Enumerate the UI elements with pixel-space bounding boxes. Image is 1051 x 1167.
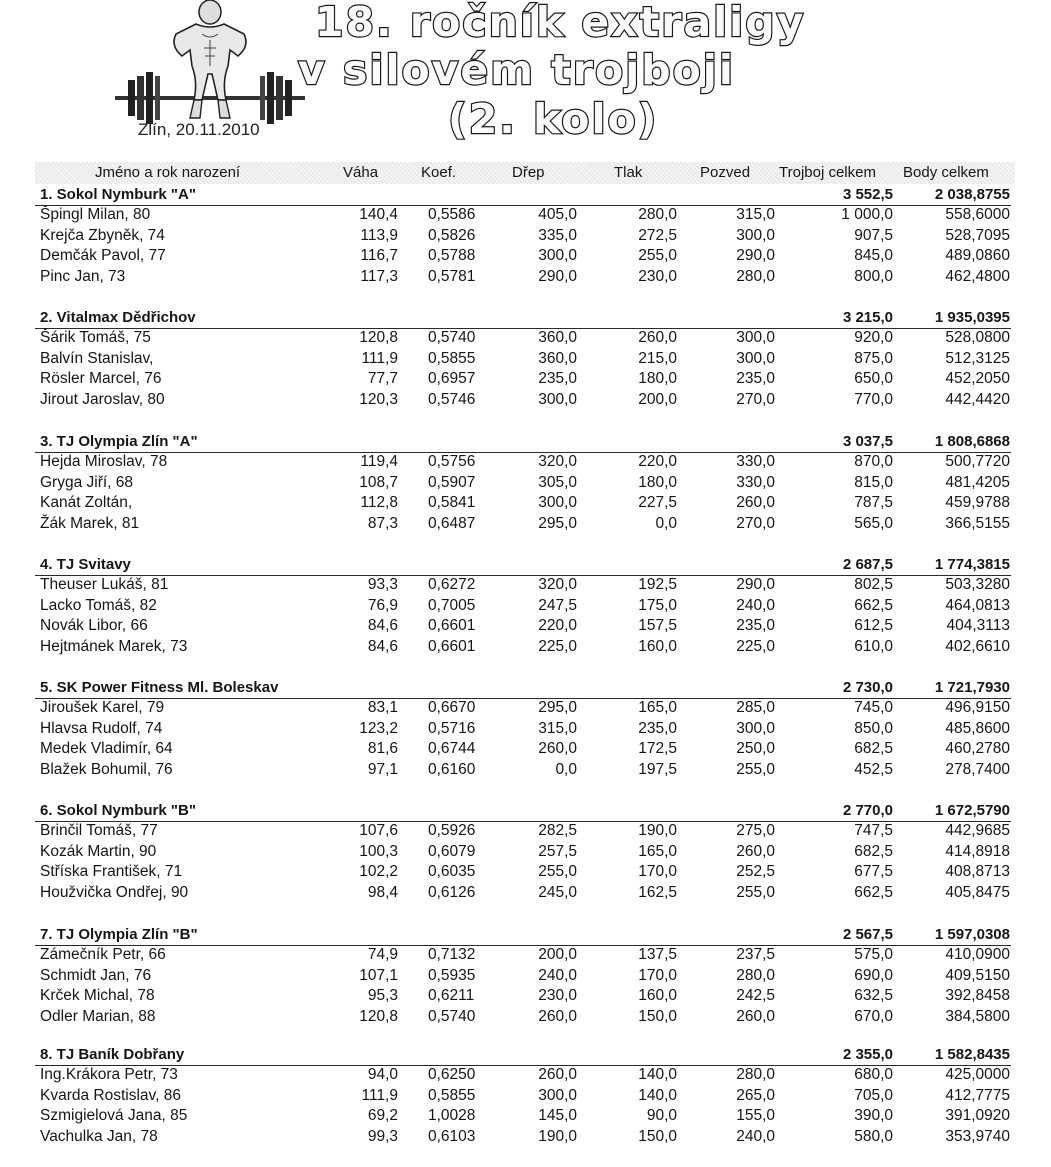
deadlift: 330,0: [736, 453, 775, 470]
points: 496,9150: [945, 699, 1010, 716]
points: 512,3125: [945, 349, 1010, 367]
team-total: 2 770,0: [842, 802, 893, 819]
column-header-name: Jméno a rok narození: [95, 164, 241, 181]
points: 528,7095: [945, 226, 1010, 244]
bench-press: 175,0: [638, 596, 677, 614]
coefficient: 0,5826: [428, 226, 476, 244]
deadlift: 290,0: [736, 576, 775, 593]
team-name: 6. Sokol Nymburk "B": [40, 802, 196, 819]
bench-press: 162,5: [638, 883, 677, 901]
coefficient: 0,6601: [428, 637, 476, 655]
team-name: 2. Vitalmax Dědřichov: [40, 309, 196, 326]
coefficient: 0,5841: [428, 494, 476, 512]
total: 875,0: [854, 349, 893, 367]
body-weight: 119,4: [360, 453, 398, 470]
coefficient: 0,5907: [428, 473, 476, 491]
coefficient: 0,5746: [428, 390, 476, 408]
athlete-name: Jirout Jaroslav, 80: [40, 390, 165, 408]
points: 459,9788: [945, 494, 1010, 512]
points: 410,0900: [945, 946, 1010, 963]
deadlift: 270,0: [736, 514, 775, 532]
total: 612,5: [854, 617, 893, 635]
athlete-name: Szmigielová Jana, 85: [40, 1107, 188, 1125]
squat: 257,5: [538, 842, 577, 860]
points: 452,2050: [945, 370, 1010, 388]
column-header-coef: Koef.: [421, 164, 457, 181]
bench-press: 140,0: [638, 1086, 677, 1104]
deadlift: 260,0: [736, 1007, 775, 1025]
points: 485,8600: [945, 719, 1010, 737]
bench-press: 255,0: [638, 247, 677, 265]
event-date: Zlín, 20.11.2010: [138, 120, 260, 139]
coefficient: 0,6103: [428, 1127, 476, 1145]
coefficient: 0,5740: [428, 1007, 476, 1025]
bench-press: 170,0: [638, 863, 677, 881]
total: 390,0: [854, 1107, 893, 1125]
squat: 295,0: [538, 514, 577, 532]
points: 384,5800: [945, 1007, 1010, 1025]
athlete-name: Theuser Lukáš, 81: [40, 576, 169, 593]
deadlift: 300,0: [736, 226, 775, 244]
points: 558,6000: [945, 206, 1010, 223]
deadlift: 255,0: [736, 760, 775, 778]
coefficient: 0,6126: [428, 883, 476, 901]
coefficient: 0,6957: [428, 370, 476, 388]
total: 1 000,0: [841, 206, 893, 223]
athlete-name: Pinc Jan, 73: [40, 267, 126, 285]
deadlift: 260,0: [736, 494, 775, 512]
bodybuilder-barbell-icon: [110, 0, 310, 125]
column-header-row: [35, 162, 1015, 184]
squat: 0,0: [555, 760, 577, 778]
deadlift: 330,0: [736, 473, 775, 491]
bench-press: 150,0: [638, 1007, 677, 1025]
deadlift: 260,0: [736, 842, 775, 860]
total: 452,5: [854, 760, 893, 778]
total: 610,0: [854, 637, 893, 655]
coefficient: 0,6744: [428, 740, 476, 758]
squat: 300,0: [538, 1086, 577, 1104]
column-header-weight: Váha: [343, 164, 379, 181]
body-weight: 123,2: [359, 719, 398, 737]
coefficient: 0,6211: [428, 987, 475, 1005]
squat: 300,0: [538, 494, 577, 512]
deadlift: 315,0: [736, 206, 775, 223]
coefficient: 1,0028: [428, 1107, 476, 1125]
bench-press: 90,0: [646, 1107, 677, 1125]
coefficient: 0,5788: [428, 247, 476, 265]
total: 682,5: [854, 740, 893, 758]
body-weight: 116,7: [360, 247, 398, 265]
points: 442,9685: [945, 822, 1010, 839]
coefficient: 0,6601: [428, 617, 476, 635]
bench-press: 215,0: [638, 349, 677, 367]
deadlift: 252,5: [736, 863, 775, 881]
body-weight: 77,7: [367, 370, 398, 388]
points: 500,7720: [945, 453, 1010, 470]
coefficient: 0,5855: [428, 1086, 476, 1104]
athlete-name: Rösler Marcel, 76: [40, 370, 162, 388]
coefficient: 0,6160: [428, 760, 476, 778]
squat: 405,0: [538, 206, 577, 223]
team-points: 1 597,0308: [934, 926, 1010, 943]
total: 800,0: [854, 267, 893, 285]
deadlift: 265,0: [736, 1086, 775, 1104]
athlete-name: Hejda Miroslav, 78: [40, 453, 168, 470]
points: 391,0920: [945, 1107, 1010, 1125]
squat: 360,0: [538, 349, 577, 367]
points: 402,6610: [945, 637, 1010, 655]
athlete-name: Vachulka Jan, 78: [40, 1127, 158, 1145]
bench-press: 192,5: [638, 576, 677, 593]
total: 907,5: [854, 226, 893, 244]
total: 747,5: [854, 822, 893, 839]
squat: 360,0: [538, 329, 577, 346]
body-weight: 140,4: [359, 206, 398, 223]
team-name: 4. TJ Svitavy: [40, 556, 131, 573]
points: 366,5155: [945, 514, 1010, 532]
total: 745,0: [854, 699, 893, 716]
title-line-2: v silovém trojboji: [298, 46, 735, 94]
coefficient: 0,5781: [428, 267, 476, 285]
bench-press: 160,0: [638, 987, 677, 1005]
bench-press: 235,0: [638, 719, 677, 737]
athlete-name: Houžvička Ondřej, 90: [40, 883, 189, 901]
body-weight: 84,6: [367, 637, 398, 655]
total: 575,0: [854, 946, 893, 963]
squat: 260,0: [538, 740, 577, 758]
total: 677,5: [854, 863, 893, 881]
points: 392,8458: [945, 987, 1010, 1005]
team-total: 2 730,0: [842, 679, 893, 696]
squat: 260,0: [538, 1066, 577, 1083]
points: 442,4420: [945, 390, 1010, 408]
team-total: 2 567,5: [842, 926, 893, 943]
team-points: 1 808,6868: [934, 433, 1010, 450]
body-weight: 107,1: [359, 966, 398, 984]
athlete-name: Krejča Zbyněk, 74: [40, 226, 165, 244]
bench-press: 157,5: [638, 617, 677, 635]
body-weight: 100,3: [359, 842, 398, 860]
total: 662,5: [854, 596, 893, 614]
coefficient: 0,5855: [428, 349, 476, 367]
points: 462,4800: [945, 267, 1010, 285]
squat: 220,0: [538, 617, 577, 635]
team-points: 1 582,8435: [934, 1046, 1010, 1063]
athlete-name: Hlavsa Rudolf, 74: [40, 719, 163, 737]
body-weight: 120,8: [359, 329, 398, 346]
team-name: 5. SK Power Fitness Ml. Boleskav: [40, 679, 279, 696]
bench-press: 137,5: [638, 946, 677, 963]
team-total: 3 037,5: [842, 433, 893, 450]
coefficient: 0,5586: [428, 206, 476, 223]
column-header-bench: Tlak: [614, 164, 643, 181]
total: 680,0: [854, 1066, 893, 1083]
deadlift: 280,0: [736, 267, 775, 285]
bench-press: 227,5: [638, 494, 677, 512]
squat: 305,0: [538, 473, 577, 491]
deadlift: 255,0: [736, 883, 775, 901]
points: 404,3113: [946, 617, 1010, 635]
bench-press: 220,0: [638, 453, 677, 470]
bench-press: 160,0: [638, 637, 677, 655]
deadlift: 240,0: [736, 596, 775, 614]
squat: 230,0: [538, 987, 577, 1005]
squat: 255,0: [538, 863, 577, 881]
total: 770,0: [854, 390, 893, 408]
squat: 295,0: [538, 699, 577, 716]
bench-press: 197,5: [638, 760, 677, 778]
bench-press: 0,0: [655, 514, 677, 532]
deadlift: 270,0: [736, 390, 775, 408]
team-points: 1 721,7930: [934, 679, 1010, 696]
bench-press: 150,0: [638, 1127, 677, 1145]
bench-press: 180,0: [638, 370, 677, 388]
body-weight: 98,4: [367, 883, 398, 901]
total: 565,0: [854, 514, 893, 532]
title-line-1: 18. ročník extraligy: [315, 0, 806, 46]
column-header-deadlift: Pozved: [700, 164, 751, 181]
column-header-points: Body celkem: [903, 164, 989, 181]
athlete-name: Schmidt Jan, 76: [40, 966, 152, 984]
squat: 247,5: [538, 596, 577, 614]
athlete-name: Blažek Bohumil, 76: [40, 760, 173, 778]
body-weight: 95,3: [367, 987, 398, 1005]
team-name: 3. TJ Olympia Zlín "A": [40, 433, 198, 450]
body-weight: 113,9: [360, 226, 398, 244]
coefficient: 0,6035: [428, 863, 476, 881]
body-weight: 111,9: [361, 349, 398, 367]
points: 460,2780: [945, 740, 1010, 758]
total: 815,0: [854, 473, 893, 491]
athlete-name: Ing.Krákora Petr, 73: [40, 1066, 178, 1083]
athlete-name: Gryga Jiří, 68: [40, 473, 134, 491]
deadlift: 240,0: [736, 1127, 775, 1145]
team-points: 1 774,3815: [934, 556, 1010, 573]
body-weight: 112,8: [360, 494, 398, 512]
coefficient: 0,6079: [428, 842, 476, 860]
coefficient: 0,6487: [428, 514, 476, 532]
deadlift: 155,0: [736, 1107, 775, 1125]
team-name: 8. TJ Baník Dobřany: [40, 1046, 185, 1063]
bench-press: 200,0: [638, 390, 677, 408]
athlete-name: Brinčil Tomáš, 77: [40, 822, 158, 839]
athlete-name: Zámečník Petr, 66: [40, 946, 166, 963]
athlete-name: Demčák Pavol, 77: [40, 247, 166, 265]
team-total: 2 687,5: [842, 556, 893, 573]
deadlift: 285,0: [736, 699, 775, 716]
body-weight: 81,6: [367, 740, 398, 758]
total: 670,0: [854, 1007, 893, 1025]
coefficient: 0,5716: [428, 719, 476, 737]
deadlift: 237,5: [736, 946, 775, 963]
bench-press: 172,5: [638, 740, 677, 758]
bench-press: 140,0: [638, 1066, 677, 1083]
title-line-3: (2. kolo): [448, 95, 659, 143]
athlete-name: Kanát Zoltán,: [40, 494, 133, 512]
points: 409,5150: [945, 966, 1010, 984]
squat: 190,0: [538, 1127, 577, 1145]
athlete-name: Žák Marek, 81: [40, 514, 140, 532]
total: 920,0: [854, 329, 893, 346]
body-weight: 84,6: [367, 617, 398, 635]
points: 353,9740: [945, 1127, 1010, 1145]
team-name: 1. Sokol Nymburk "A": [40, 186, 196, 203]
coefficient: 0,6272: [428, 576, 476, 593]
body-weight: 111,9: [361, 1086, 398, 1104]
points: 503,3280: [945, 576, 1010, 593]
athlete-name: Odler Marian, 88: [40, 1007, 156, 1025]
bench-press: 230,0: [638, 267, 677, 285]
total: 580,0: [854, 1127, 893, 1145]
squat: 225,0: [538, 637, 577, 655]
team-total: 2 355,0: [842, 1046, 893, 1063]
bench-press: 190,0: [638, 822, 677, 839]
coefficient: 0,5756: [428, 453, 476, 470]
athlete-name: Stříska František, 71: [40, 863, 183, 881]
deadlift: 250,0: [736, 740, 775, 758]
points: 414,8918: [945, 842, 1010, 860]
deadlift: 290,0: [736, 247, 775, 265]
coefficient: 0,5740: [428, 329, 476, 346]
squat: 260,0: [538, 1007, 577, 1025]
total: 787,5: [854, 494, 893, 512]
team-points: 1 935,0395: [934, 309, 1010, 326]
points: 464,0813: [945, 596, 1010, 614]
points: 528,0800: [945, 329, 1010, 346]
squat: 200,0: [538, 946, 577, 963]
squat: 290,0: [538, 267, 577, 285]
points: 412,7775: [945, 1086, 1010, 1104]
points: 489,0860: [945, 247, 1010, 265]
athlete-name: Hejtmánek Marek, 73: [40, 637, 188, 655]
body-weight: 83,1: [367, 699, 398, 716]
column-header-total: Trojboj celkem: [779, 164, 876, 181]
athlete-name: Novák Libor, 66: [40, 617, 148, 635]
body-weight: 120,8: [359, 1007, 398, 1025]
body-weight: 117,3: [360, 267, 398, 285]
body-weight: 93,3: [367, 576, 398, 593]
body-weight: 99,3: [367, 1127, 398, 1145]
total: 850,0: [854, 719, 893, 737]
squat: 240,0: [538, 966, 577, 984]
athlete-name: Kvarda Rostislav, 86: [40, 1086, 181, 1104]
coefficient: 0,5926: [428, 822, 476, 839]
points: 278,7400: [945, 760, 1010, 778]
athlete-name: Špingl Milan, 80: [40, 206, 151, 223]
deadlift: 225,0: [736, 637, 775, 655]
coefficient: 0,7005: [428, 596, 476, 614]
bench-press: 280,0: [638, 206, 677, 223]
body-weight: 120,3: [359, 390, 398, 408]
athlete-name: Medek Vladimír, 64: [40, 740, 173, 758]
body-weight: 69,2: [367, 1107, 398, 1125]
deadlift: 300,0: [736, 349, 775, 367]
coefficient: 0,5935: [428, 966, 476, 984]
team-points: 2 038,8755: [934, 186, 1010, 203]
total: 682,5: [854, 842, 893, 860]
total: 632,5: [854, 987, 893, 1005]
team-points: 1 672,5790: [934, 802, 1010, 819]
body-weight: 102,2: [359, 863, 398, 881]
bench-press: 180,0: [638, 473, 677, 491]
team-total: 3 552,5: [842, 186, 893, 203]
athlete-name: Jiroušek Karel, 79: [40, 699, 165, 716]
squat: 245,0: [538, 883, 577, 901]
total: 870,0: [854, 453, 893, 470]
total: 802,5: [854, 576, 893, 593]
bench-press: 165,0: [638, 842, 677, 860]
page-header: [0, 0, 1051, 150]
body-weight: 97,1: [367, 760, 398, 778]
athlete-name: Krček Michal, 78: [40, 987, 155, 1005]
team-total: 3 215,0: [842, 309, 893, 326]
bench-press: 170,0: [638, 966, 677, 984]
points: 408,8713: [945, 863, 1010, 881]
body-weight: 87,3: [367, 514, 398, 532]
coefficient: 0,6670: [428, 699, 476, 716]
athlete-name: Kozák Martin, 90: [40, 842, 157, 860]
deadlift: 235,0: [736, 617, 775, 635]
team-name: 7. TJ Olympia Zlín "B": [40, 926, 198, 943]
squat: 282,5: [538, 822, 577, 839]
bench-press: 165,0: [638, 699, 677, 716]
deadlift: 242,5: [736, 987, 775, 1005]
squat: 320,0: [538, 453, 577, 470]
body-weight: 94,0: [367, 1066, 398, 1083]
deadlift: 280,0: [736, 1066, 775, 1083]
coefficient: 0,6250: [428, 1066, 476, 1083]
points: 481,4205: [945, 473, 1010, 491]
squat: 300,0: [538, 390, 577, 408]
points: 425,0000: [945, 1066, 1010, 1083]
body-weight: 74,9: [367, 946, 398, 963]
coefficient: 0,7132: [428, 946, 476, 963]
deadlift: 275,0: [736, 822, 775, 839]
bench-press: 260,0: [638, 329, 677, 346]
squat: 335,0: [538, 226, 577, 244]
deadlift: 300,0: [736, 719, 775, 737]
deadlift: 280,0: [736, 966, 775, 984]
bench-press: 272,5: [638, 226, 677, 244]
squat: 320,0: [538, 576, 577, 593]
deadlift: 235,0: [736, 370, 775, 388]
athlete-name: Šárik Tomáš, 75: [40, 329, 151, 346]
squat: 235,0: [538, 370, 577, 388]
total: 650,0: [854, 370, 893, 388]
column-header-squat: Dřep: [512, 164, 545, 181]
athlete-name: Lacko Tomáš, 82: [40, 596, 157, 614]
total: 662,5: [854, 883, 893, 901]
body-weight: 108,7: [359, 473, 398, 491]
squat: 300,0: [538, 247, 577, 265]
points: 405,8475: [945, 883, 1010, 901]
total: 690,0: [854, 966, 893, 984]
body-weight: 76,9: [367, 596, 398, 614]
squat: 315,0: [538, 719, 577, 737]
total: 705,0: [854, 1086, 893, 1104]
body-weight: 107,6: [359, 822, 398, 839]
deadlift: 300,0: [736, 329, 775, 346]
athlete-name: Balvín Stanislav,: [40, 349, 154, 367]
squat: 145,0: [538, 1107, 577, 1125]
total: 845,0: [854, 247, 893, 265]
